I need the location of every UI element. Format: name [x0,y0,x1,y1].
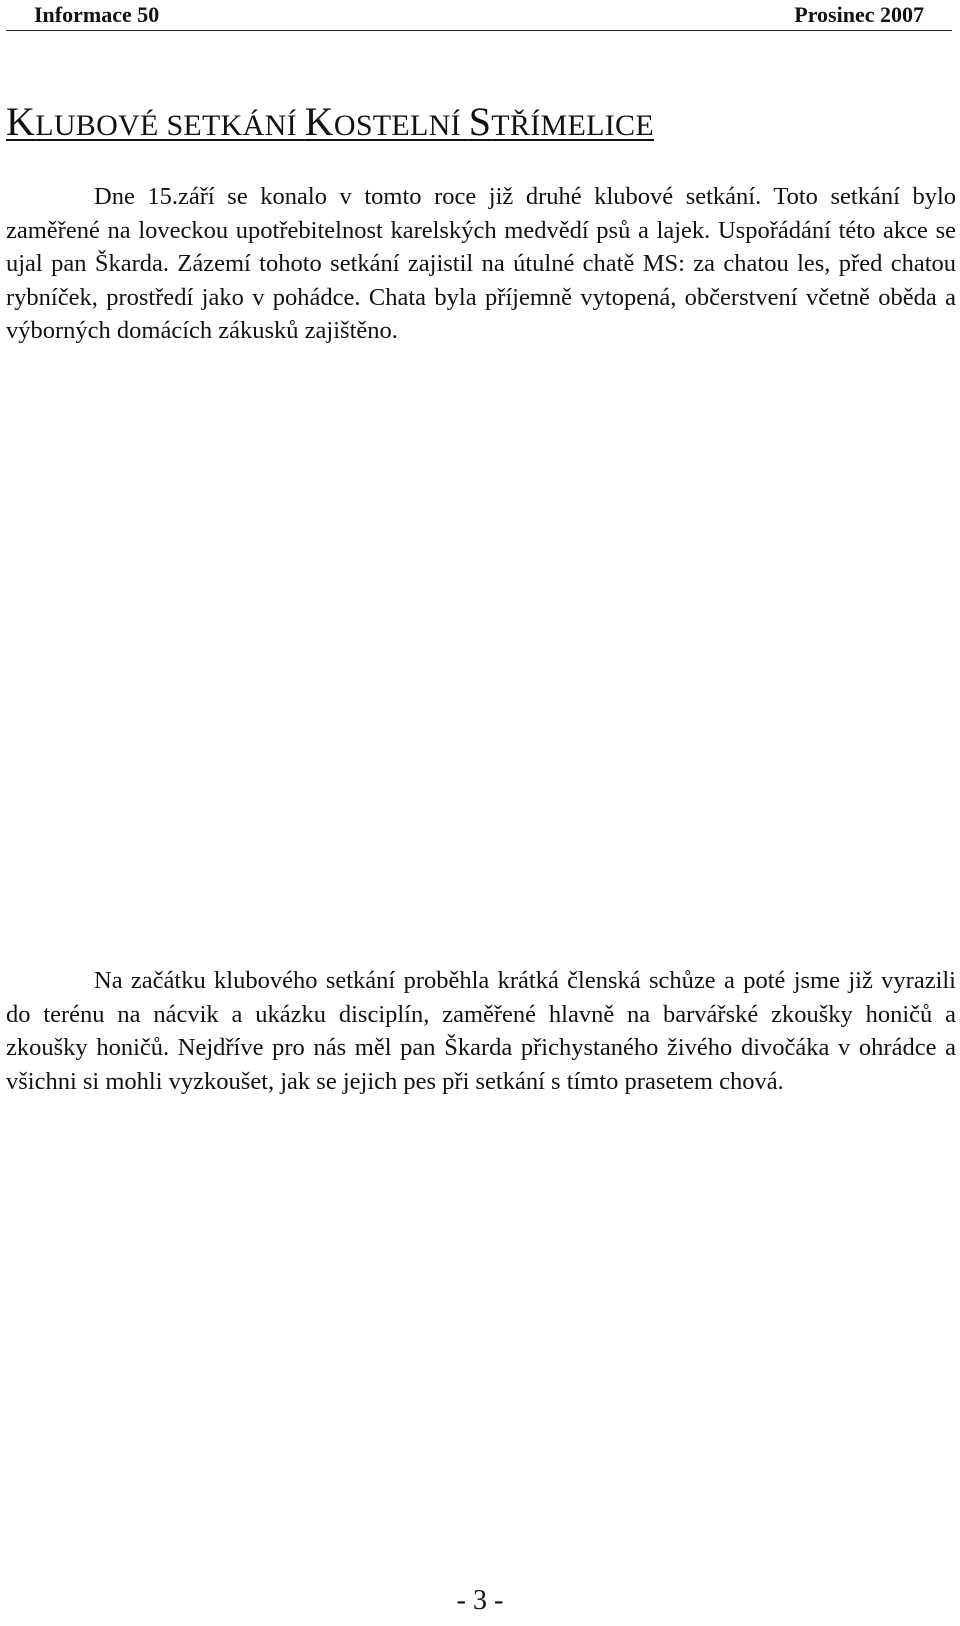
page-number: - 3 - [456,1585,504,1616]
title-initial-2: K [304,99,334,144]
header-publication: Informace 50 [34,2,160,27]
title-part-1: LUBOVÉ SETKÁNÍ [35,109,305,142]
article-title [6,98,654,145]
title-part-3: TŘÍMELICE [491,109,654,142]
title-initial-1: K [6,99,36,144]
title-part-2: OSTELNÍ [333,109,469,142]
article-paragraph-1: Dne 15.září se konalo v tomto roce již druhé klubové setkání. Toto setkání bylo zaměřené na loveckou upotřebitelnost karelských medvědí psů a lajek. Uspořádání této akce se ujal pan Škarda. Zázemí tohoto setkání zajistil na útulné chatě MS: za chatou les, před chatou rybníček, prostředí jako v pohádce. Chata byla příjemně vytopená, občerstvení včetně oběda a výborných domácích zákusků zajištěno. [6,183,956,345]
article-paragraph-2: Na začátku klubového setkání proběhla krátká členská schůze a poté jsme již vyrazili do terénu na nácvik a ukázku disciplín, zaměřené hlavně na barvářské zkoušky honičů a zkoušky honičů. Nejdříve pro nás měl pan Škarda přichystaného živého divočáka v ohrádce a všichni si mohli vyzkoušet, jak se jejich pes při setkání s tímto prasetem chová. [6,967,956,1095]
header-date: Prosinec 2007 [794,2,924,27]
running-header [6,0,952,31]
title-initial-3: S [468,99,492,144]
